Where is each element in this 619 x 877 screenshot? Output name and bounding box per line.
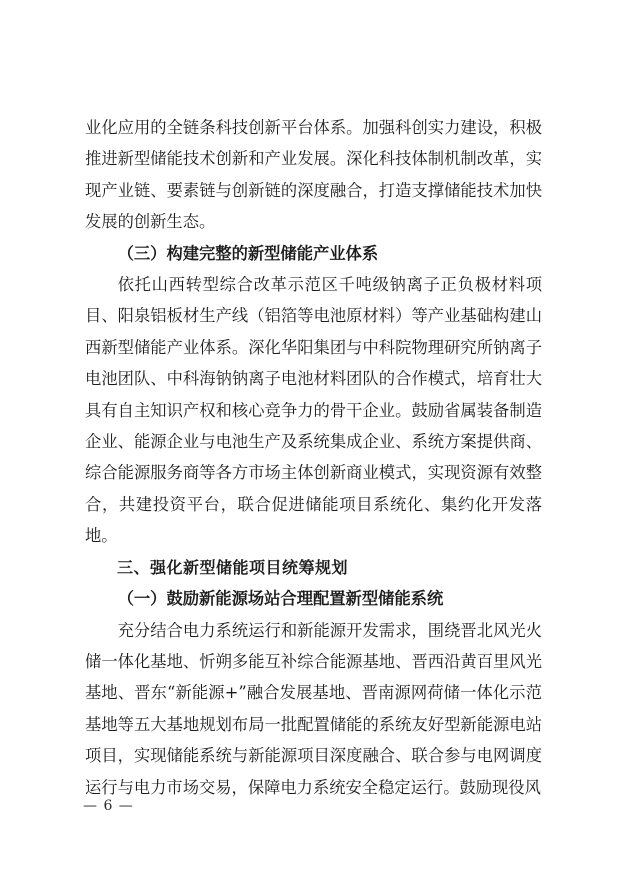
- section-heading-3: 三、强化新型储能项目统筹规划: [117, 557, 349, 577]
- paragraph-continuation: 业化应用的全链条科技创新平台体系。加强科创实力建设，积极推进新型储能技术创新和产业发展。深化科技体制机制改革，实现产业链、要素链与创新链的深度融合，打造支撑储能技术加快发展的创新生态。: [85, 118, 542, 232]
- subsection-heading-1: （一）鼓励新能源场站合理配置新型储能系统: [117, 589, 444, 609]
- paragraph-body: 依托山西转型综合改革示范区千吨级钠离子正负极材料项目、阳泉铝板材生产线（铝箔等电池原材料）等产业基础构建山西新型储能产业体系。深化华阳集团与中科院物理研究所钠离子电池团队、中科海钠钠离子电池材料团队的合作模式，培育壮大具有自主知识产权和核心竞争力的骨干企业。鼓励省属装备制造企业、能源企业与电池生产及系统集成企业、系统方案提供商、综合能源服务商等各方市场主体创新商业模式，实现资源有效整合，共建投资平台，联合促进储能项目系统化、集约化开发落地。: [85, 275, 542, 546]
- paragraph-body: 充分结合电力系统运行和新能源开发需求，围绕晋北风光火储一体化基地、忻朔多能互补综合能源基地、晋西沿黄百里风光基地、晋东“新能源+”融合发展基地、晋南源网荷储一体化示范基地等五大基地规划布局一批配置储能的系统友好型新能源电站项目，实现储能系统与新能源项目深度融合、联合参与电网调度运行与电力市场交易，保障电力系统安全稳定运行。鼓励现役风: [85, 620, 542, 797]
- document-body: [85, 112, 542, 803]
- page-number: — 6 —: [83, 798, 134, 814]
- subsection-heading-3: （三）构建完整的新型储能产业体系: [117, 243, 379, 263]
